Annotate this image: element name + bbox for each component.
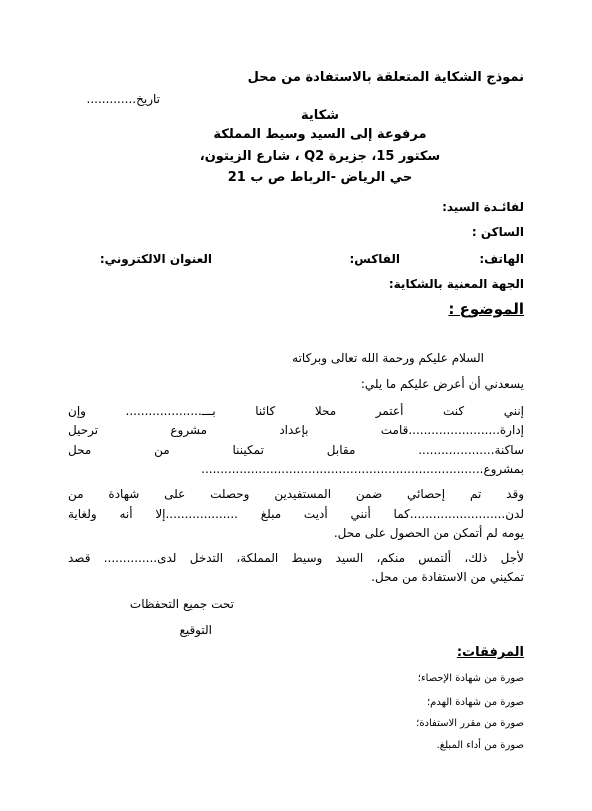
paragraph-1-line-3: ساكنة.................... مقابل تمكيننا من محل: [68, 443, 524, 457]
closing: تحت جميع التحفظات: [129, 597, 234, 611]
signature: التوقيع: [179, 623, 212, 637]
paragraph-1-line-4: بمشروع..........................................................................: [201, 462, 524, 476]
paragraph-2-line-1: وقد تم إحصائي ضمن المستفيدين وحصلت على شهادة من: [68, 487, 524, 501]
paragraph-2-line-2: لدن.........................كما أنني أديت مبلغ ...................إلا أنه ولغاية: [68, 507, 524, 521]
field-fax: الفاكس:: [349, 252, 400, 266]
date-line: تاريخ.............: [86, 92, 160, 106]
field-resident: الساكن :: [471, 225, 524, 239]
paragraph-1-line-1: إنني كنت أعتمر محلا كائنا بـــ.................... وإن: [68, 404, 524, 418]
paragraph-3-line-2: تمكيني من الاستفادة من محل.: [371, 570, 524, 584]
main-title: نموذج الشكاية المتعلقة بالاستفادة من محل: [247, 70, 524, 85]
paragraph-3-line-1: لأجل ذلك، ألتمس منكم، السيد وسيط المملكة، التدخل لدى.............. قصد: [68, 551, 524, 565]
attachments-title: المرفقات:: [456, 645, 524, 660]
field-beneficiary: لفائـدة السيد:: [442, 200, 524, 214]
attachment-item: صورة من مقرر الاستفادة؛: [416, 718, 524, 729]
greeting: السلام عليكم ورحمة الله تعالى وبركاته: [292, 351, 484, 365]
field-phone: الهاتف:: [479, 252, 524, 266]
attachment-item: صورة من شهادة الإحصاء؛: [417, 673, 524, 684]
intro: يسعدني أن أعرض عليكم ما يلي:: [360, 377, 524, 391]
address-line-2: حي الرياض -الرباط ص ب 21: [227, 170, 413, 185]
address-line-1: سكتور 15، جزيرة Q2 ، شارع الزيتون،: [199, 149, 441, 164]
complaint-word: شكاية: [301, 108, 339, 123]
addressed-to: مرفوعة إلى السيد وسيط المملكة: [213, 127, 427, 142]
subject-label: الموضوع :: [448, 300, 524, 318]
field-email: العنوان الالكتروني:: [99, 252, 212, 266]
field-concerned-party: الجهة المعنية بالشكاية:: [388, 277, 524, 291]
paragraph-1-line-2: إدارة........................قامت بإعداد مشروع ترحيل: [68, 423, 524, 437]
paragraph-2-line-3: يومه لم أتمكن من الحصول على محل.: [333, 526, 524, 540]
attachment-item: صورة من شهادة الهدم؛: [426, 697, 524, 708]
attachment-item: صورة من أداء المبلغ.: [436, 740, 524, 751]
